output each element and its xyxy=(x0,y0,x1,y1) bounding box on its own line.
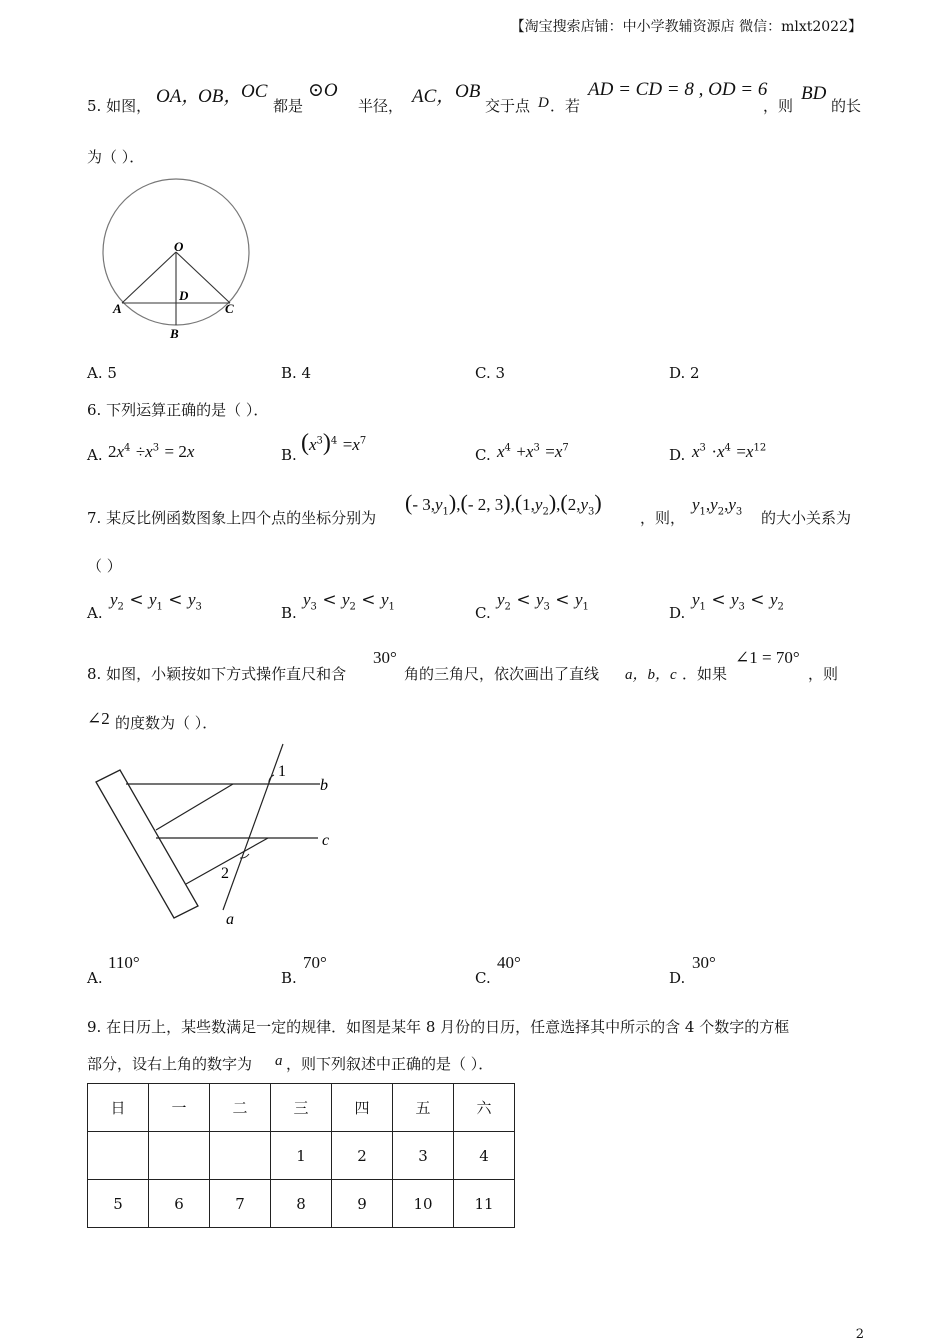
q5-d: D xyxy=(538,95,549,111)
q8-label-b[interactable]: B. xyxy=(281,969,297,987)
calendar-cell xyxy=(149,1132,210,1180)
q5-number: 5. 如图， xyxy=(87,97,152,115)
q7-text-ze: ，则， xyxy=(640,509,686,527)
calendar-cell: 2 xyxy=(332,1132,393,1180)
calendar-cell: 5 xyxy=(88,1180,149,1228)
q9-line1: 9. 在日历上，某些数满足一定的规律．如图是某年 8 月份的日历，任意选择其中所示的含 4 个数字的方框 xyxy=(87,1018,790,1036)
calendar-cell: 10 xyxy=(393,1180,454,1228)
label-b: B xyxy=(170,326,179,341)
q6-stem: 6. 下列运算正确的是（ ）． xyxy=(87,401,269,419)
q9-line2-start: 部分，设右上角的数字为 xyxy=(87,1055,253,1073)
calendar-header-cell: 一 xyxy=(149,1084,210,1132)
calendar-header-cell: 五 xyxy=(393,1084,454,1132)
q6-expr-b: $(x^3)^4 =x^7$ xyxy=(301,430,367,456)
q7-label-a[interactable]: A. xyxy=(87,604,103,622)
q8-condition: ∠1 = 70° xyxy=(735,648,800,667)
q5-text-banjing: 半径， xyxy=(358,97,404,115)
calendar-cell xyxy=(210,1132,271,1180)
q7-expr-a: $y_2 < y_1 < y_3$ xyxy=(110,590,202,613)
ruler xyxy=(96,770,198,918)
calendar-row xyxy=(88,1132,515,1180)
q8-label-c[interactable]: C. xyxy=(475,969,491,987)
calendar-cell: 8 xyxy=(271,1180,332,1228)
q5-text-dushi: 都是 xyxy=(273,97,304,115)
calendar-header-cell: 四 xyxy=(332,1084,393,1132)
calendar-cell: 7 xyxy=(210,1180,271,1228)
q7-label-d[interactable]: D. xyxy=(669,604,686,622)
q8-stem-start: 8. 如图，小颖按如下方式操作直尺和含 xyxy=(87,665,347,683)
q8-stem-mid2: ．如果 xyxy=(682,665,728,683)
calendar-row xyxy=(88,1180,515,1228)
q8-stem-mid: 角的三角尺，依次画出了直线 xyxy=(404,665,600,683)
q6-label-b[interactable]: B. xyxy=(281,446,297,464)
q7-points: (- $3,y_1),(-$ 2, $3),(1,y_2),(2,y_3)$ xyxy=(405,490,602,518)
calendar-table xyxy=(87,1083,515,1228)
line-c-label: c xyxy=(322,832,330,849)
calendar-cell: 1 xyxy=(271,1132,332,1180)
calendar-header-cell: 二 xyxy=(210,1084,271,1132)
q8-text-ze: ，则 xyxy=(808,665,839,683)
q8-value-b: 70° xyxy=(303,953,327,972)
q7-vars: $y_1,y_2,y_3$ xyxy=(692,495,743,518)
q6-expr-a: $2x^4 \div x^3 = 2x$ xyxy=(108,442,195,461)
q5-circle-o: ⊙O xyxy=(308,80,338,101)
label-a: A xyxy=(113,301,122,316)
calendar-header-row xyxy=(88,1084,515,1132)
q5-option-d[interactable]: D. 2 xyxy=(669,364,700,382)
q5-ac: AC， xyxy=(412,86,456,107)
angle-2-label: 2 xyxy=(221,865,229,882)
q7-tail: 的大小关系为 xyxy=(761,509,852,527)
q5-text-dechang: 的长 xyxy=(831,97,862,115)
q8-value-c: 40° xyxy=(497,953,521,972)
calendar-cell: 9 xyxy=(332,1180,393,1228)
q7-line2: （ ） xyxy=(87,557,122,575)
q6-label-c[interactable]: C. xyxy=(475,446,491,464)
label-o: O xyxy=(174,239,184,254)
q6-label-d[interactable]: D. xyxy=(669,446,686,464)
q8-lines: a，b，c xyxy=(625,667,677,683)
calendar-cell: 3 xyxy=(393,1132,454,1180)
q6-expr-d: $x^3 \cdot x^4 =x^{12}$ xyxy=(692,442,767,461)
q7-stem: 7. 某反比例函数图象上四个点的坐标分别为 xyxy=(87,509,377,527)
q8-ruler-figure xyxy=(88,738,348,933)
q5-oc: OC xyxy=(241,81,268,102)
q7-expr-d: $y_1 < y_3 < y_2$ xyxy=(692,590,784,613)
q5-oa: OA， xyxy=(156,86,201,107)
q8-value-d: 30° xyxy=(692,953,716,972)
q5-option-a[interactable]: A. 5 xyxy=(87,364,117,382)
angle-1-label: 1 xyxy=(278,763,286,780)
q7-label-b[interactable]: B. xyxy=(281,604,297,622)
q6-expr-c: $x^4 +x^3 =x^7$ xyxy=(497,442,569,461)
q5-text-jiaoyu: 交于点 xyxy=(485,97,531,115)
q8-label-a[interactable]: A. xyxy=(87,969,103,987)
q9-var-a: a xyxy=(275,1053,283,1069)
calendar-cell: 6 xyxy=(149,1180,210,1228)
q5-option-b[interactable]: B. 4 xyxy=(281,364,312,382)
q8-label-d[interactable]: D. xyxy=(669,969,686,987)
q6-label-a[interactable]: A. xyxy=(87,446,103,464)
q7-label-c[interactable]: C. xyxy=(475,604,491,622)
q5-option-c[interactable]: C. 3 xyxy=(475,364,506,382)
q7-expr-c: $y_2 < y_3 < y_1$ xyxy=(497,590,589,613)
q5-ob: OB， xyxy=(198,86,243,107)
page-number: 2 xyxy=(855,1327,864,1342)
calendar-cell: 11 xyxy=(454,1180,515,1228)
line-a-label: a xyxy=(226,911,234,928)
calendar-header-cell: 六 xyxy=(454,1084,515,1132)
q8-value-a: 110° xyxy=(108,953,140,972)
q8-angle30: 30° xyxy=(373,648,397,667)
q5-text-ruo: ．若 xyxy=(550,97,581,115)
q5-condition: AD = CD = 8 , OD = 6 xyxy=(588,79,768,100)
q8-angle2: ∠2 xyxy=(87,709,110,728)
q7-expr-b: $y_3 < y_2 < y_1$ xyxy=(303,590,395,613)
label-d: D xyxy=(179,288,189,303)
q8-line2: 的度数为（ ）． xyxy=(115,714,218,732)
q5-ob2: OB xyxy=(455,81,481,102)
calendar-cell: 4 xyxy=(454,1132,515,1180)
calendar-cell xyxy=(88,1132,149,1180)
q9-line2-end: ，则下列叙述中正确的是（ ）． xyxy=(286,1055,494,1073)
line-b-label: b xyxy=(320,777,328,794)
q5-bd: BD xyxy=(801,83,827,104)
calendar-header-cell: 日 xyxy=(88,1084,149,1132)
q5-text-ze: ，则 xyxy=(763,97,794,115)
page-header: 【淘宝搜索店铺：中小学教辅资源店 微信：mlxt2022】 xyxy=(510,19,862,35)
q5-circle-figure xyxy=(95,172,265,347)
q5-line2: 为（ ）． xyxy=(87,148,145,166)
calendar-header-cell: 三 xyxy=(271,1084,332,1132)
label-c: C xyxy=(225,301,234,316)
